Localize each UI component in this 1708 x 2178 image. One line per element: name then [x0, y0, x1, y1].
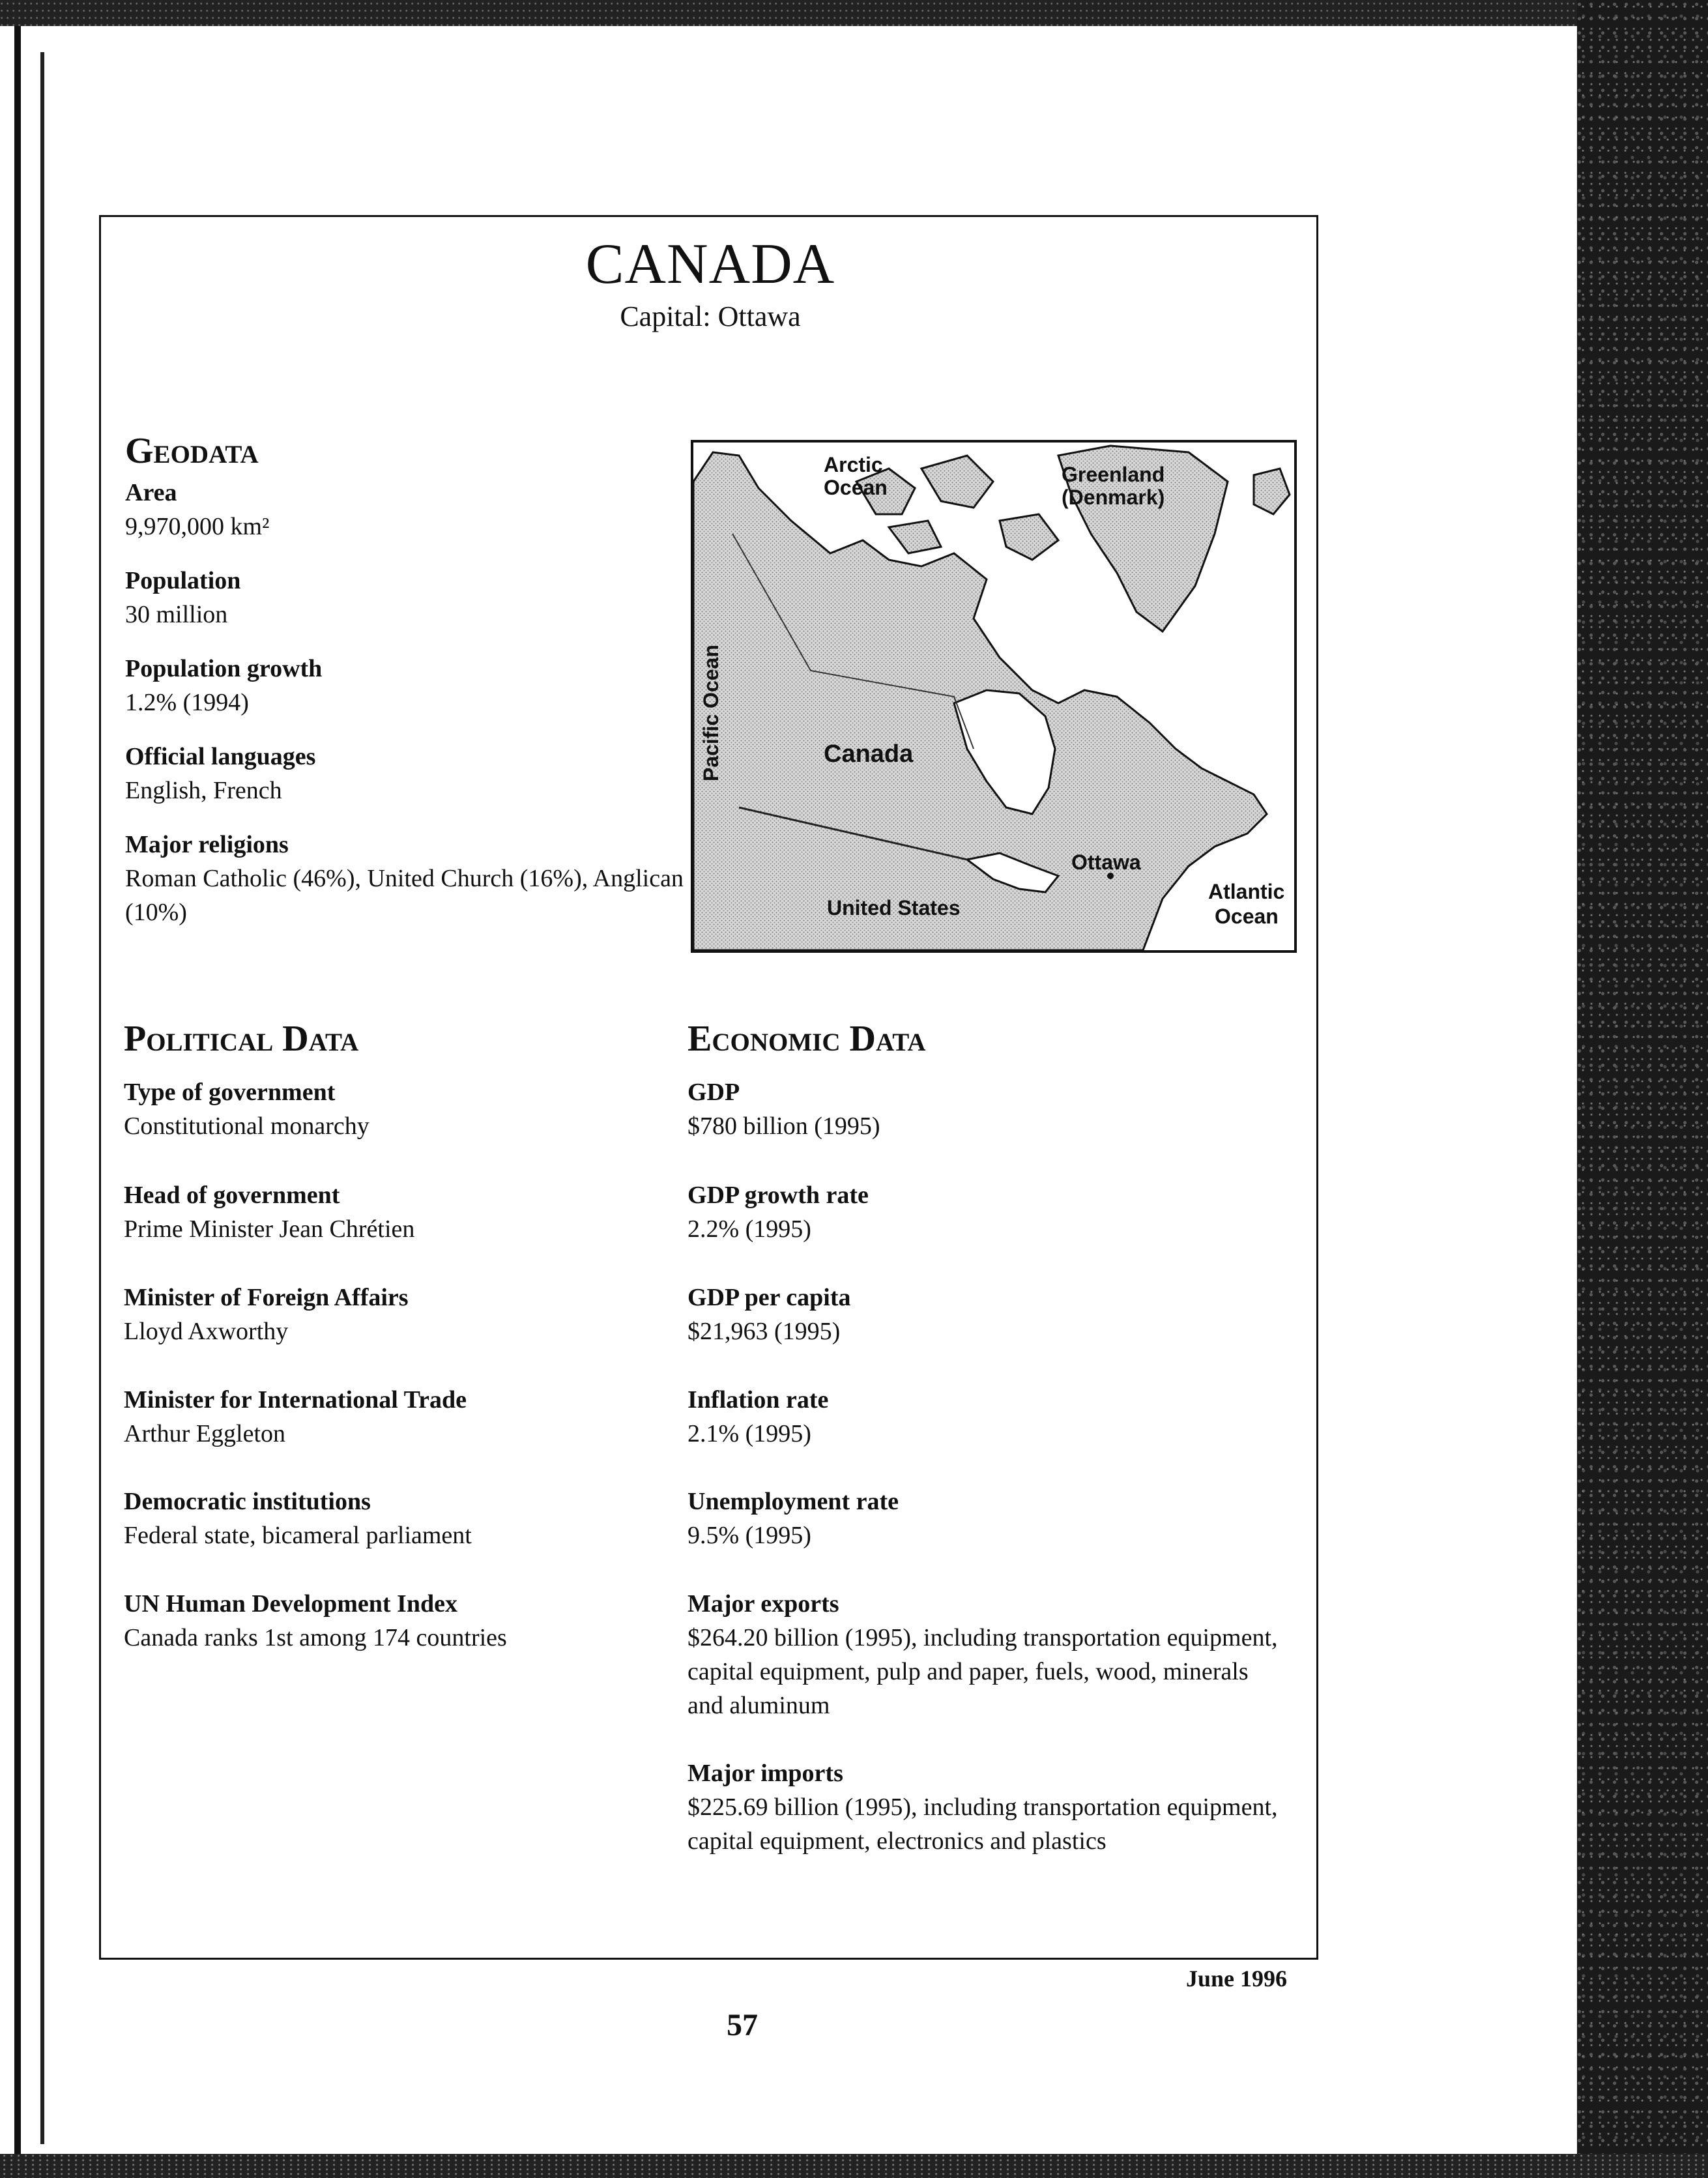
- economic-gdp-per-capita: [688, 1281, 1665, 1348]
- economic-unemployment: [688, 1485, 1665, 1552]
- field-value: $780 billion (1995): [688, 1112, 880, 1140]
- field-value: Prime Minister Jean Chrétien: [124, 1215, 415, 1243]
- field-label: GDP: [688, 1079, 740, 1106]
- geodata-official-languages: [125, 740, 699, 807]
- field-value: 9,970,000 km²: [125, 513, 270, 540]
- binding-line: [40, 52, 44, 2144]
- political-hdi: [124, 1587, 697, 1655]
- arctic-ocean-label-2: Ocean: [824, 476, 888, 499]
- scan-border-bottom: [0, 2154, 1708, 2178]
- field-value: Constitutional monarchy: [124, 1112, 369, 1140]
- field-label: Inflation rate: [688, 1386, 829, 1414]
- geodata-area: [125, 476, 699, 544]
- political-heading: Political Data: [124, 1019, 359, 1059]
- iceland-landmass: [1254, 469, 1290, 514]
- field-value: $225.69 billion (1995), including transportation equipment, capital equipment, electronics and plastics: [688, 1793, 1278, 1855]
- canada-map-label: Canada: [824, 740, 914, 768]
- field-label: Type of government: [124, 1079, 336, 1106]
- economic-major-imports: [688, 1756, 1287, 1858]
- political-head-of-government: [124, 1178, 697, 1246]
- economic-gdp-growth: [688, 1178, 1665, 1246]
- arctic-ocean-label-1: Arctic: [824, 453, 883, 476]
- economic-inflation: [688, 1383, 1665, 1451]
- geodata-major-religions: [125, 828, 699, 929]
- field-label: Democratic institutions: [124, 1488, 371, 1515]
- page-number: 57: [727, 2008, 758, 2042]
- field-label: Minister of Foreign Affairs: [124, 1284, 409, 1311]
- political-foreign-affairs: [124, 1281, 697, 1348]
- field-label: GDP per capita: [688, 1284, 851, 1311]
- economic-major-exports: [688, 1587, 1287, 1722]
- economic-gdp: [688, 1075, 1665, 1143]
- field-label: Population: [125, 567, 241, 594]
- pacific-ocean-label: Pacific Ocean: [699, 645, 723, 781]
- atlantic-ocean-label-2: Ocean: [1215, 905, 1279, 928]
- geodata-population-growth: [125, 652, 699, 719]
- field-value: 2.2% (1995): [688, 1215, 811, 1243]
- page-title: CANADA: [585, 233, 835, 296]
- field-label: Minister for International Trade: [124, 1386, 467, 1414]
- field-label: UN Human Development Index: [124, 1590, 457, 1618]
- greenland-label-2: (Denmark): [1062, 486, 1165, 509]
- political-democratic-institutions: [124, 1485, 697, 1552]
- field-value: 1.2% (1994): [125, 689, 249, 716]
- field-value: 2.1% (1995): [688, 1420, 811, 1447]
- field-label: Population growth: [125, 655, 323, 682]
- field-value: Federal state, bicameral parliament: [124, 1522, 472, 1549]
- political-international-trade: [124, 1383, 697, 1451]
- capital-subtitle: Capital: Ottawa: [620, 300, 801, 332]
- canada-map: [691, 440, 1297, 953]
- economic-heading: Economic Data: [688, 1019, 926, 1059]
- field-label: Head of government: [124, 1182, 340, 1209]
- field-label: Area: [125, 479, 177, 506]
- greenland-label-1: Greenland: [1062, 463, 1165, 486]
- field-label: Unemployment rate: [688, 1488, 899, 1515]
- field-value: Canada ranks 1st among 174 countries: [124, 1624, 507, 1651]
- political-type-of-government: [124, 1075, 697, 1143]
- field-label: Major religions: [125, 831, 289, 858]
- field-value: 9.5% (1995): [688, 1522, 811, 1549]
- field-value: Roman Catholic (46%), United Church (16%), Anglican (10%): [125, 865, 684, 926]
- geodata-population: [125, 564, 699, 632]
- issue-date: June 1996: [1186, 1966, 1288, 1992]
- field-value: $264.20 billion (1995), including transportation equipment, capital equipment, pulp and paper, fuels, wood, minerals and aluminum: [688, 1624, 1278, 1719]
- united-states-map-label: United States: [827, 896, 961, 920]
- field-value: $21,963 (1995): [688, 1318, 841, 1345]
- map-svg: [693, 443, 1294, 950]
- field-value: 30 million: [125, 601, 228, 628]
- field-value: Arthur Eggleton: [124, 1420, 286, 1447]
- scan-border-top: [0, 0, 1708, 26]
- field-value: English, French: [125, 777, 282, 804]
- atlantic-ocean-label-1: Atlantic: [1208, 880, 1285, 903]
- field-label: GDP growth rate: [688, 1182, 869, 1209]
- field-label: Major exports: [688, 1590, 839, 1618]
- geodata-heading: Geodata: [125, 431, 259, 471]
- ottawa-map-label: Ottawa: [1071, 850, 1141, 874]
- binding-edge: [14, 26, 21, 2154]
- arctic-islands: [856, 456, 1058, 560]
- field-value: Lloyd Axworthy: [124, 1318, 289, 1345]
- field-label: Official languages: [125, 743, 316, 770]
- field-label: Major imports: [688, 1760, 843, 1787]
